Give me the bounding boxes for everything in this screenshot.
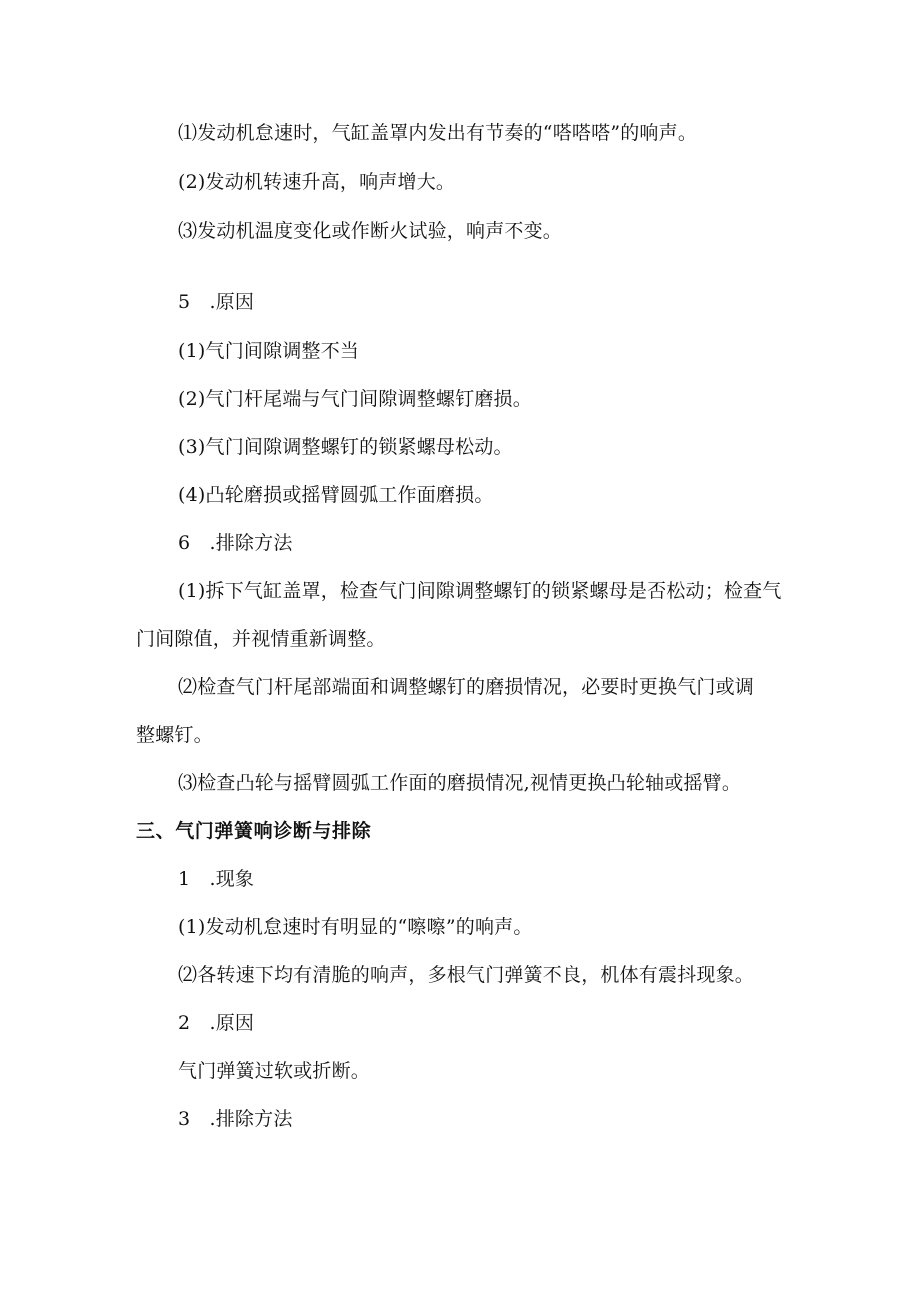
symptom-item-3: ⑶发动机温度变化或作断火试验，响声不变。 xyxy=(178,220,563,242)
remedy-item-2-line-1: ⑵检查气门杆尾部端面和调整螺钉的磨损情况，必要时更换气门或调 xyxy=(178,676,755,698)
cause-item-1: (1)气门间隙调整不当 xyxy=(178,340,360,362)
section-heading-symptom: 1 .现象 xyxy=(178,868,255,890)
chapter-heading-valve-spring: 三、气门弹簧响诊断与排除 xyxy=(136,820,372,842)
remedy-item-1-line-2: 门间隙值，并视情重新调整。 xyxy=(136,628,386,650)
remedy-item-3: ⑶检查凸轮与摇臂圆弧工作面的磨损情况,视情更换凸轮轴或摇臂。 xyxy=(178,772,742,794)
section-heading-cause: 5 .原因 xyxy=(178,291,255,313)
cause-item-4: (4)凸轮磨损或摇臂圆弧工作面磨损。 xyxy=(178,484,494,506)
section-heading-spring-cause: 2 .原因 xyxy=(178,1012,255,1034)
spring-cause-text: 气门弹簧过软或折断。 xyxy=(178,1060,371,1082)
spring-symptom-item-2: ⑵各转速下均有清脆的响声，多根气门弹簧不良，机体有震抖现象。 xyxy=(178,964,755,986)
cause-item-3: (3)气门间隙调整螺钉的锁紧螺母松动。 xyxy=(178,436,513,458)
section-heading-remedy: 6 .排除方法 xyxy=(178,532,293,554)
symptom-item-1: ⑴发动机怠速时，气缸盖罩内发出有节奏的“嗒嗒嗒”的响声。 xyxy=(178,122,698,144)
spring-symptom-item-1: (1)发动机怠速时有明显的“嚓嚓”的响声。 xyxy=(178,916,533,938)
symptom-item-2: (2)发动机转速升高，响声增大。 xyxy=(178,171,456,193)
remedy-item-2-line-2: 整螺钉。 xyxy=(136,724,213,746)
remedy-item-1-line-1: (1)拆下气缸盖罩，检查气门间隙调整螺钉的锁紧螺母是否松动；检查气 xyxy=(178,580,782,602)
section-heading-spring-remedy: 3 .排除方法 xyxy=(178,1108,293,1130)
cause-item-2: (2)气门杆尾端与气门间隙调整螺钉磨损。 xyxy=(178,388,532,410)
